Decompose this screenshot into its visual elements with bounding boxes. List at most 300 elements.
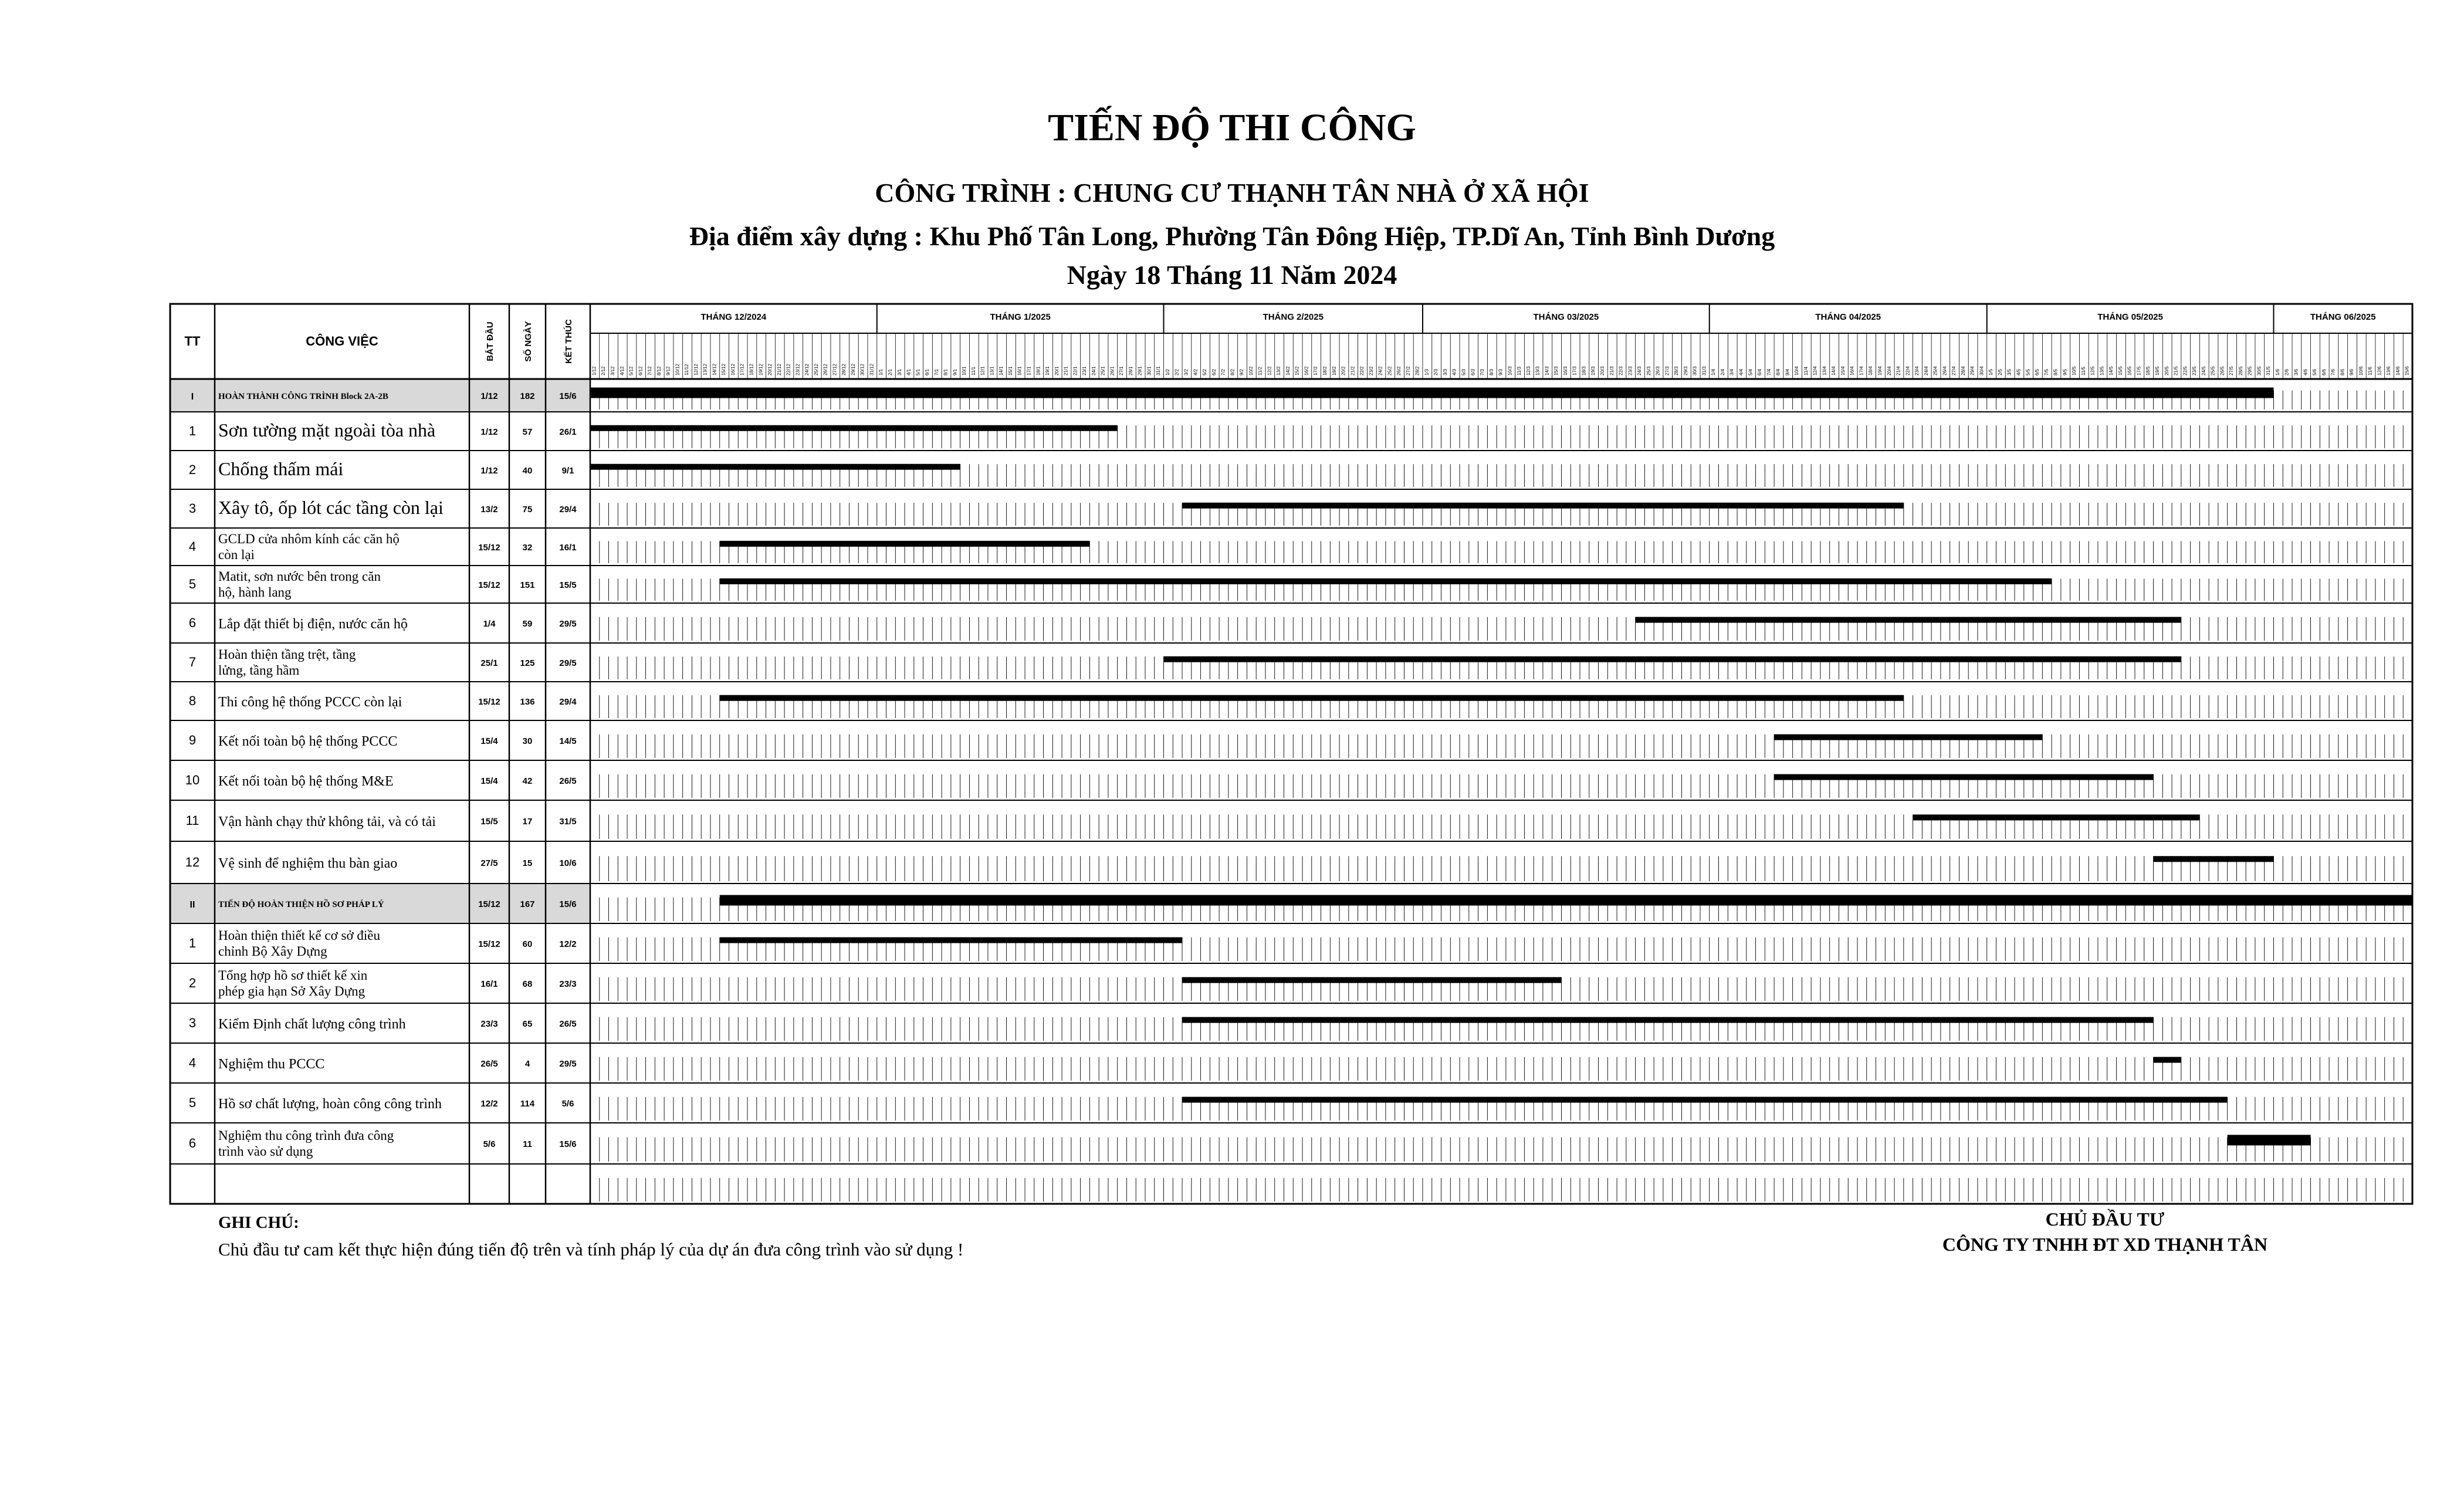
day-tick-label: 1/6	[2275, 368, 2280, 375]
gantt-bar	[720, 541, 1090, 547]
row-days: 32	[522, 543, 533, 553]
day-tick-label: 16/12	[730, 363, 736, 375]
month-header: THÁNG 12/2024	[700, 312, 767, 322]
day-tick-label: 13/4	[1822, 366, 1827, 375]
day-tick-label: 5/5	[2025, 368, 2031, 375]
task-name: Lắp đặt thiết bị điện, nước căn hộ	[218, 617, 408, 632]
row-end: 26/5	[559, 1019, 577, 1029]
row-end: 12/2	[559, 939, 577, 949]
day-tick-label: 8/3	[1488, 368, 1494, 375]
row-start: 23/3	[480, 1019, 498, 1029]
day-tick-label: 23/1	[1082, 366, 1088, 375]
day-tick-label: 9/5	[2062, 368, 2068, 375]
day-tick-label: 10/4	[1794, 366, 1800, 375]
day-tick-label: 15/4	[1840, 366, 1846, 375]
row-tt: 1	[188, 936, 197, 950]
day-tick-label: 21/5	[2173, 366, 2179, 375]
day-tick-label: 12/2	[1267, 366, 1272, 375]
day-tick-label: 16/1	[1017, 366, 1023, 375]
day-tick-label: 18/5	[2145, 366, 2151, 375]
signature-role: CHỦ ĐẦU TƯ	[2045, 1209, 2165, 1230]
day-tick-label: 1/4	[1711, 368, 1717, 375]
day-tick-label: 19/4	[1877, 366, 1883, 375]
row-start: 1/12	[480, 391, 498, 401]
day-tick-label: 18/1	[1035, 366, 1041, 375]
day-tick-label: 3/12	[610, 366, 615, 375]
gantt-bar	[1774, 735, 2042, 740]
day-tick-label: 5/12	[628, 366, 634, 375]
day-tick-label: 24/2	[1377, 366, 1383, 375]
month-header: THÁNG 03/2025	[1533, 312, 1599, 322]
day-tick-label: 28/2	[1414, 366, 1420, 375]
gantt-bar	[1774, 774, 2153, 780]
day-tick-label: 30/3	[1692, 366, 1698, 375]
day-tick-label: 7/4	[1766, 368, 1772, 375]
day-tick-label: 23/5	[2192, 366, 2198, 375]
day-tick-label: 24/4	[1923, 366, 1929, 375]
row-start: 27/5	[480, 858, 498, 868]
day-tick-label: 15/5	[2117, 366, 2123, 375]
day-tick-label: 10/12	[675, 363, 681, 375]
day-tick-label: 19/2	[1331, 366, 1337, 375]
row-tt: 6	[188, 615, 197, 630]
day-tick-label: 16/3	[1562, 366, 1568, 375]
day-tick-label: 26/4	[1942, 366, 1948, 375]
gantt-bar	[1913, 814, 2200, 820]
day-tick-label: 29/3	[1683, 366, 1688, 375]
day-tick-label: 4/5	[2016, 368, 2022, 375]
row-days: 114	[520, 1099, 535, 1109]
day-tick-label: 10/3	[1507, 366, 1513, 375]
day-tick-label: 22/1	[1072, 366, 1078, 375]
day-tick-label: 2/4	[1720, 368, 1725, 375]
day-tick-label: 27/12	[832, 363, 838, 375]
row-tt: 9	[188, 733, 197, 747]
task-name: Sơn tường mặt ngoài tòa nhà	[218, 419, 436, 441]
month-header: THÁNG 04/2025	[1815, 312, 1881, 322]
project-location: Địa điểm xây dựng : Khu Phố Tân Long, Phường Tân Đông Hiệp, TP.Dĩ An, Tỉnh Bình Dương	[689, 221, 1775, 251]
day-tick-label: 21/4	[1896, 366, 1901, 375]
task-name: Hồ sơ chất lượng, hoàn công công trình	[218, 1096, 442, 1112]
day-tick-label: 30/5	[2256, 366, 2262, 375]
task-name: Thi công hệ thống PCCC còn lại	[218, 695, 402, 710]
row-end: 10/6	[559, 858, 577, 868]
day-tick-label: 25/1	[1100, 366, 1106, 375]
day-tick-label: 3/6	[2293, 368, 2299, 375]
row-tt: 11	[185, 813, 199, 828]
day-tick-label: 15/12	[721, 363, 727, 375]
day-tick-label: 7/12	[647, 366, 653, 375]
task-name: GCLD cửa nhôm kính các căn hộ còn lại	[218, 532, 400, 562]
day-tick-label: 12/6	[2377, 366, 2382, 375]
day-tick-label: 4/3	[1451, 368, 1457, 375]
day-tick-label: 6/4	[1757, 368, 1763, 375]
day-tick-label: 2/2	[1174, 368, 1180, 375]
task-name: Hoàn thiện thiết kế cơ sở điều chỉnh Bộ Xây Dựng	[218, 928, 380, 959]
day-tick-label: 31/12	[869, 363, 875, 375]
notes-text: Chủ đầu tư cam kết thực hiện đúng tiến độ trên và tính pháp lý của dự án đưa công trình vào sử dụng !	[218, 1239, 964, 1260]
day-tick-label: 23/2	[1368, 366, 1374, 375]
day-tick-label: 8/1	[943, 368, 949, 375]
day-tick-label: 17/5	[2136, 366, 2142, 375]
day-tick-label: 6/2	[1211, 368, 1217, 375]
day-tick-label: 23/4	[1914, 366, 1920, 375]
row-start: 26/5	[480, 1059, 498, 1069]
day-tick-label: 25/4	[1932, 366, 1938, 375]
day-tick-label: 11/5	[2080, 367, 2086, 375]
row-start: 13/2	[480, 505, 498, 515]
month-header: THÁNG 05/2025	[2097, 312, 2163, 322]
row-end: 29/5	[559, 619, 577, 629]
day-tick-label: 18/2	[1322, 366, 1328, 375]
day-tick-label: 20/1	[1054, 366, 1060, 375]
day-tick-label: 26/3	[1655, 366, 1661, 375]
row-days: 68	[522, 979, 533, 989]
row-end: 26/1	[559, 427, 577, 437]
day-tick-label: 3/3	[1442, 368, 1448, 375]
row-end: 16/1	[559, 543, 577, 553]
day-tick-label: 21/3	[1609, 366, 1615, 375]
day-tick-label: 12/5	[2090, 366, 2096, 375]
day-tick-label: 3/2	[1183, 368, 1189, 375]
day-tick-label: 10/6	[2358, 366, 2364, 375]
day-tick-label: 27/1	[1119, 366, 1125, 375]
row-days: 11	[523, 1139, 532, 1149]
day-tick-label: 13/2	[1276, 366, 1282, 375]
day-tick-label: 11/6	[2367, 367, 2373, 375]
gantt-bar	[1636, 617, 2181, 623]
day-tick-label: 9/4	[1785, 368, 1791, 375]
row-tt: 10	[185, 773, 200, 787]
day-tick-label: 31/1	[1156, 366, 1162, 375]
day-tick-label: 18/4	[1868, 366, 1874, 375]
gantt-bar	[2228, 1135, 2311, 1145]
day-tick-label: 22/4	[1905, 366, 1911, 375]
row-days: 65	[522, 1019, 533, 1029]
day-tick-label: 19/12	[758, 363, 764, 375]
day-tick-label: 15/1	[1007, 366, 1013, 375]
day-tick-label: 13/12	[702, 363, 708, 375]
gantt-bar	[720, 578, 2052, 584]
row-end: 26/5	[559, 776, 577, 786]
day-tick-label: 20/4	[1886, 366, 1892, 375]
row-end: 15/5	[559, 580, 577, 590]
row-days: 60	[522, 939, 533, 949]
day-tick-label: 26/2	[1396, 366, 1402, 375]
day-tick-label: 1/3	[1424, 368, 1430, 375]
header-tt: TT	[184, 334, 201, 348]
day-tick-label: 24/3	[1637, 366, 1643, 375]
day-tick-label: 20/12	[767, 363, 773, 375]
day-tick-label: 26/12	[823, 363, 828, 375]
row-tt: 6	[188, 1136, 197, 1150]
day-tick-label: 9/2	[1239, 368, 1245, 375]
day-tick-label: 14/4	[1831, 366, 1837, 375]
row-end: 23/3	[559, 979, 577, 989]
row-end: 9/1	[561, 466, 574, 476]
row-tt: 7	[188, 655, 197, 669]
day-tick-label: 13/5	[2099, 366, 2105, 375]
day-tick-label: 4/6	[2303, 368, 2309, 375]
day-tick-label: 9/12	[665, 366, 671, 375]
row-days: 59	[522, 619, 533, 629]
day-tick-label: 29/4	[1969, 366, 1975, 375]
day-tick-label: 21/12	[776, 363, 782, 375]
row-days: 15	[522, 858, 533, 868]
row-tt: 5	[188, 577, 197, 591]
row-days: 42	[522, 776, 533, 786]
day-tick-label: 2/6	[2284, 368, 2290, 375]
day-tick-label: 11/4	[1803, 367, 1809, 375]
day-tick-label: 19/5	[2154, 366, 2160, 375]
day-tick-label: 10/2	[1248, 366, 1254, 375]
task-name: Matit, sơn nước bên trong căn hộ, hành lang	[218, 569, 381, 600]
day-tick-label: 10/1	[962, 366, 967, 375]
day-tick-label: 21/1	[1063, 366, 1069, 375]
task-name: Nghiệm thu PCCC	[218, 1057, 325, 1072]
day-tick-label: 18/3	[1581, 366, 1587, 375]
day-tick-label: 29/5	[2247, 366, 2253, 375]
day-tick-label: 2/5	[1997, 368, 2003, 375]
row-end: 14/5	[559, 736, 577, 746]
row-start: 15/5	[480, 817, 498, 827]
day-tick-label: 11/12	[684, 364, 690, 375]
day-tick-label: 5/1	[915, 368, 921, 375]
project-name: CÔNG TRÌNH : CHUNG CƯ THẠNH TÂN NHÀ Ở XÃ HỘI	[875, 178, 1589, 208]
day-tick-label: 7/3	[1480, 368, 1485, 375]
row-days: 151	[520, 580, 535, 590]
row-tt: 1	[188, 424, 197, 438]
row-start: 16/1	[480, 979, 498, 989]
task-name: Xây tô, ốp lót các tầng còn lại	[218, 497, 444, 518]
day-tick-label: 5/6	[2312, 368, 2318, 375]
schedule-date: Ngày 18 Tháng 11 Năm 2024	[1067, 260, 1397, 290]
day-tick-label: 4/1	[906, 368, 912, 375]
gantt-bar	[1182, 503, 1904, 509]
day-tick-label: 24/5	[2201, 366, 2206, 375]
task-name: Vận hành chạy thử không tải, và có tải	[218, 814, 436, 830]
day-tick-label: 23/3	[1627, 366, 1633, 375]
day-tick-label: 5/4	[1748, 368, 1754, 375]
day-tick-label: 20/5	[2164, 366, 2169, 375]
day-tick-label: 3/4	[1729, 368, 1735, 375]
row-end: 29/4	[559, 505, 577, 515]
month-header: THÁNG 06/2025	[2310, 312, 2376, 322]
row-start: 15/12	[478, 543, 500, 553]
day-tick-label: 22/12	[786, 363, 791, 375]
day-tick-label: 9/6	[2349, 368, 2355, 375]
gantt-bar	[1164, 656, 2181, 662]
header-task: CÔNG VIỆC	[306, 334, 378, 348]
day-tick-label: 16/5	[2127, 366, 2133, 375]
day-tick-label: 9/3	[1498, 368, 1504, 375]
header-start: BẮT ĐẦU	[485, 321, 495, 361]
day-tick-label: 3/5	[2006, 368, 2012, 375]
row-end: 5/6	[561, 1099, 574, 1109]
row-start: 15/12	[478, 697, 500, 707]
gantt-bar	[720, 895, 2412, 906]
day-tick-label: 27/5	[2229, 366, 2235, 375]
gantt-bar	[590, 464, 960, 470]
row-end: 31/5	[559, 817, 577, 827]
day-tick-label: 4/4	[1738, 368, 1744, 375]
day-tick-label: 5/3	[1461, 368, 1467, 375]
day-tick-label: 14/12	[712, 363, 717, 375]
day-tick-label: 16/2	[1304, 366, 1309, 375]
row-start: 25/1	[480, 658, 498, 668]
day-tick-label: 13/3	[1535, 366, 1541, 375]
task-name: Chống thấm mái	[218, 458, 344, 479]
day-tick-label: 14/3	[1544, 366, 1550, 375]
day-tick-label: 11/3	[1517, 367, 1522, 375]
day-tick-label: 28/1	[1128, 366, 1133, 375]
day-tick-label: 21/2	[1350, 366, 1356, 375]
day-tick-label: 2/3	[1433, 368, 1439, 375]
day-tick-label: 26/5	[2219, 366, 2225, 375]
row-days: 75	[522, 505, 533, 515]
day-tick-label: 22/5	[2182, 366, 2188, 375]
gantt-bar	[590, 425, 1118, 431]
task-name: Nghiệm thu công trình đưa công trình vào sử dụng	[218, 1128, 394, 1159]
day-tick-label: 14/1	[999, 366, 1004, 375]
day-tick-label: 25/2	[1387, 366, 1393, 375]
day-tick-label: 1/1	[878, 368, 884, 375]
day-tick-label: 15/3	[1553, 366, 1559, 375]
row-end: 29/5	[559, 1059, 577, 1069]
day-tick-label: 17/1	[1026, 366, 1032, 375]
day-tick-label: 7/6	[2330, 368, 2336, 375]
header-days: SỐ NGÀY	[523, 321, 533, 362]
row-start: 15/12	[478, 939, 500, 949]
day-tick-label: 2/12	[601, 366, 607, 375]
day-tick-label: 17/4	[1859, 366, 1864, 375]
day-tick-label: 20/3	[1600, 366, 1606, 375]
row-days: 40	[522, 466, 533, 476]
signature-company: CÔNG TY TNHH ĐT XD THẠNH TÂN	[1942, 1234, 2268, 1255]
day-tick-label: 7/2	[1220, 368, 1226, 375]
gantt-bar	[2154, 1057, 2181, 1063]
day-tick-label: 2/1	[887, 368, 893, 375]
day-tick-label: 20/2	[1341, 366, 1346, 375]
day-tick-label: 1/2	[1165, 368, 1170, 375]
day-tick-label: 15/2	[1294, 366, 1300, 375]
day-tick-label: 6/1	[925, 368, 930, 375]
day-tick-label: 4/2	[1193, 368, 1199, 375]
row-start: 15/4	[480, 736, 498, 746]
day-tick-label: 8/5	[2053, 368, 2059, 375]
month-header: THÁNG 1/2025	[990, 312, 1051, 322]
task-name: Kết nối toàn bộ hệ thống M&E	[218, 774, 394, 789]
task-name: Hoàn thiện tầng trệt, tầng lửng, tầng hầm	[218, 647, 356, 678]
day-tick-label: 1/5	[1988, 368, 1994, 375]
day-tick-label: 19/3	[1590, 366, 1596, 375]
day-tick-label: 9/1	[952, 368, 958, 375]
row-start: 12/2	[480, 1099, 498, 1109]
row-start: 15/12	[478, 899, 500, 909]
day-tick-label: 30/12	[859, 363, 865, 375]
row-days: 4	[524, 1059, 530, 1069]
day-tick-label: 28/12	[841, 363, 847, 375]
day-tick-label: 8/6	[2340, 368, 2345, 375]
row-tt: 3	[188, 501, 197, 516]
day-tick-label: 25/3	[1646, 366, 1651, 375]
row-tt: II	[189, 900, 195, 910]
day-tick-label: 12/4	[1812, 366, 1818, 375]
day-tick-label: 4/12	[619, 366, 625, 375]
day-tick-label: 31/5	[2266, 366, 2272, 375]
day-tick-label: 25/12	[813, 363, 819, 375]
row-tt: 8	[188, 693, 197, 708]
row-tt: 2	[188, 976, 197, 990]
row-end: 29/5	[559, 658, 577, 668]
row-start: 1/4	[483, 619, 496, 629]
day-tick-label: 11/1	[970, 367, 976, 375]
day-tick-label: 12/1	[980, 366, 986, 375]
day-tick-label: 6/6	[2321, 368, 2327, 375]
page-title: TIẾN ĐỘ THI CÔNG	[1048, 106, 1416, 149]
notes-title: GHI CHÚ:	[218, 1213, 299, 1232]
day-tick-label: 14/5	[2108, 366, 2114, 375]
day-tick-label: 1/12	[591, 366, 597, 375]
row-tt: 2	[188, 462, 197, 477]
task-name: TIẾN ĐỘ HOÀN THIỆN HỒ SƠ PHÁP LÝ	[218, 900, 384, 909]
gantt-bar	[720, 695, 1904, 701]
row-days: 30	[522, 736, 533, 746]
task-name: Kết nối toàn bộ hệ thống PCCC	[218, 734, 398, 749]
month-header: THÁNG 2/2025	[1263, 312, 1324, 322]
task-name: Kiểm Định chất lượng công trình	[218, 1017, 406, 1032]
row-start: 1/12	[480, 466, 498, 476]
day-tick-label: 8/2	[1230, 368, 1236, 375]
day-tick-label: 27/4	[1951, 366, 1957, 375]
day-tick-label: 17/2	[1313, 366, 1319, 375]
row-days: 17	[522, 817, 533, 827]
day-tick-label: 12/3	[1525, 366, 1531, 375]
day-tick-label: 27/3	[1664, 366, 1670, 375]
gantt-bar	[1182, 1017, 2153, 1023]
day-tick-label: 18/12	[749, 363, 754, 375]
row-days: 57	[522, 427, 533, 437]
day-tick-label: 31/3	[1701, 366, 1707, 375]
task-name: HOÀN THÀNH CÔNG TRÌNH Block 2A-2B	[218, 392, 388, 401]
row-days: 136	[520, 697, 535, 707]
gantt-bar	[590, 388, 2274, 398]
day-tick-label: 22/2	[1359, 366, 1365, 375]
day-tick-label: 14/2	[1285, 366, 1291, 375]
day-tick-label: 6/3	[1470, 368, 1476, 375]
row-tt: 4	[188, 1055, 197, 1070]
day-tick-label: 6/12	[638, 366, 644, 375]
gantt-bar	[2154, 856, 2274, 862]
day-tick-label: 11/2	[1257, 367, 1263, 375]
day-tick-label: 8/4	[1775, 368, 1781, 375]
row-tt: I	[191, 392, 194, 402]
row-days: 167	[520, 899, 535, 909]
row-start: 15/12	[478, 580, 500, 590]
day-tick-label: 13/1	[989, 366, 995, 375]
day-tick-label: 25/5	[2210, 366, 2216, 375]
row-start: 1/12	[480, 427, 498, 437]
day-tick-label: 28/3	[1674, 366, 1680, 375]
day-tick-label: 12/12	[693, 363, 699, 375]
day-tick-label: 24/12	[804, 363, 810, 375]
day-tick-label: 28/5	[2238, 366, 2243, 375]
row-end: 15/6	[559, 899, 577, 909]
row-tt: 12	[185, 855, 200, 869]
row-tt: 3	[188, 1016, 197, 1030]
row-tt: 5	[188, 1095, 197, 1110]
day-tick-label: 3/1	[896, 368, 902, 375]
